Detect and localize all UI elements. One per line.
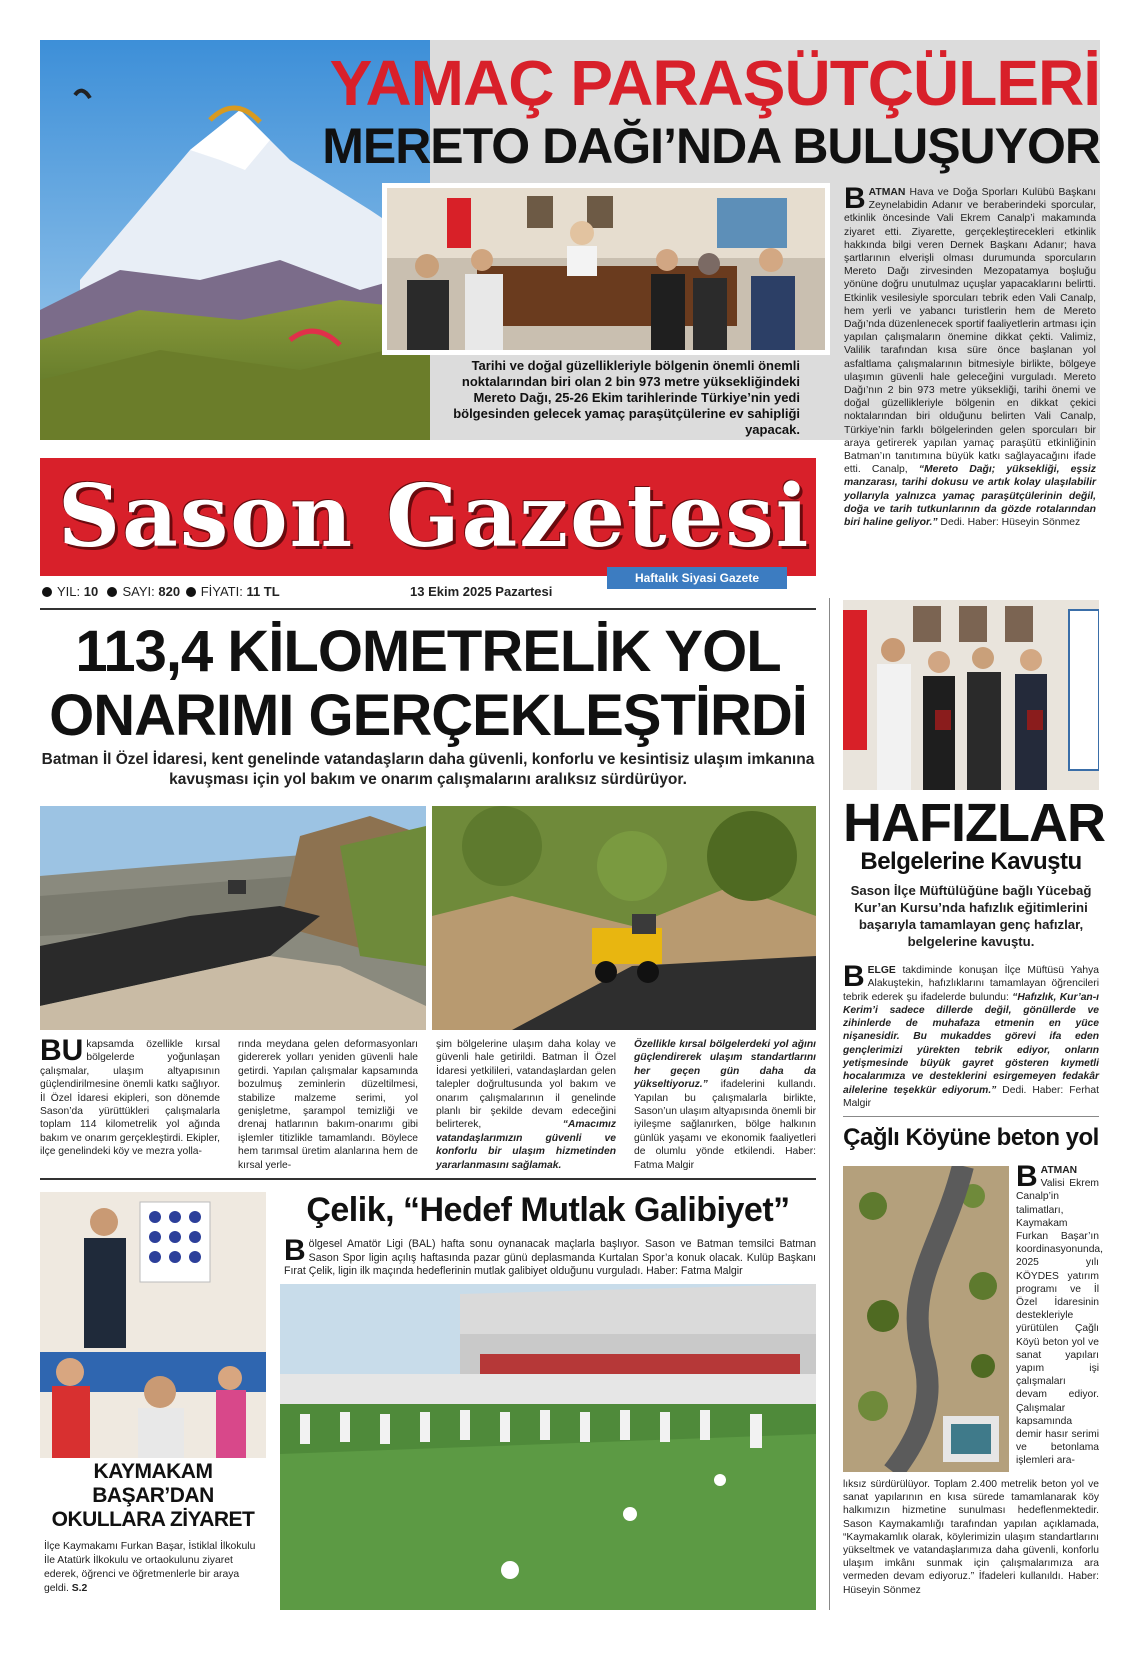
concrete-road-aerial-photo — [843, 1166, 1009, 1472]
body-text: ölgesel Amatör Ligi (BAL) hafta sonu oynanacak maçlarla başlıyor. Sason ve Batman temsilci Batman Sason Spor ligin açılış haftasında pazar günü deplasmanda Kurtalan Spor’a konuk olacak. Kulüp Başkanı Fırat Çelik, ligin ilk maçında hedeflerinin mutlak galibiyet olduğunu vurguladı. Haber: Fatma Malgir — [284, 1238, 816, 1278]
issue-label: SAYI: — [122, 584, 155, 599]
grader-photo — [432, 806, 816, 1030]
kaymakam-headline: KAYMAKAM BAŞAR’DAN OKULLARA ZİYARET — [51, 1460, 255, 1531]
celik-body — [284, 1234, 816, 1279]
tagline-badge: Haftalık Siyasi Gazete — [607, 567, 787, 589]
football-training-photo — [280, 1284, 816, 1610]
divider — [40, 1178, 816, 1180]
top-photo-caption: Tarihi ve doğal güzellikleriyle bölgenin önemli önemli noktalarından biri olan 2 bin 973 metre yüksekliğindeki Mereto Dağı, 25-26 Ekim tarihlerinde Türkiye’nin yedi bölgesinden gelecek yamaç paraşütçülerine ev sahipliği yapacak. — [453, 358, 800, 437]
column-quote: “Amacımız vatandaşlarımızın güvenli ve konforlu bir ulaşım hizmetinden yararlanmasını sağlamak. — [436, 1119, 616, 1171]
main-story-column-3 — [436, 1038, 616, 1172]
bullet-icon — [186, 587, 196, 597]
governor-meeting-photo — [382, 183, 830, 355]
kaymakam-body — [44, 1540, 262, 1596]
issue-value: 820 — [158, 584, 181, 599]
hafiz-subheadline: Belgelerine Kavuştu — [860, 848, 1082, 875]
school-visit-photo — [40, 1192, 266, 1458]
column-text: kapsamda özellikle kırsal bölgelerde yoğunlaşan çalışmalar, ulaşım altyapısının güçlendirilmesine önemli katkı sağlıyor. İl Özel İdaresi ekipleri, son dönemde Sason’da yürüttükleri çalışmalarla toplam 114 kilometrelik yol ağında bakım ve onarım gerçekleştirdi. Ekipler, ilçe genelindeki köy ve mezra yolla- — [40, 1039, 220, 1158]
body-byline: Dedi. Haber: Hüseyin Sönmez — [937, 517, 1081, 529]
cagli-headline: Çağlı Köyüne beton yol — [843, 1124, 1099, 1151]
hafiz-headline: HAFIZLAR — [843, 793, 1105, 853]
lead-word: ATMAN — [868, 187, 906, 198]
main-headline — [40, 620, 816, 748]
bullet-icon — [42, 587, 52, 597]
page-reference: S.2 — [71, 1583, 88, 1594]
celik-headline: Çelik, “Hedef Mutlak Galibiyet” — [306, 1191, 790, 1229]
dropcap: B — [843, 960, 865, 993]
cagli-body-narrow — [1016, 1160, 1104, 1468]
dropcap: B — [284, 1234, 306, 1267]
issue-date: 13 Ekim 2025 Pazartesi — [410, 584, 553, 599]
main-headline-line-2: ONARIMI GERÇEKLEŞTİRDİ — [49, 683, 807, 748]
newspaper-title: Sason Gazetesi — [58, 466, 811, 567]
dropcap: B — [1016, 1160, 1038, 1193]
price-value: 11 TL — [246, 584, 280, 599]
body-text: Hava ve Doğa Sporları Kulübü Başkanı Zeynelabidin Adanır ve beraberindeki sporcular, etkinlik öncesinde Vali Ekrem Canalp’i makamında ziyaret etti. Ziyarette, gerçekleştirecekleri etkinlik hakkında bilgi veren Dernek Başkanı Adanır; hava şartlarının elverişli olması durumunda sporcuların Mereto Dağı zirvesinden Mezopatamya boşluğu yönüne doğru unutulmaz uçuşlar yapacaklarını belirtti. Etkinlik vesilesiyle sporcuları tebrik eden Vali Canalp, hem yerli ve yabancı turistlerin hem de Mereto Dağı’nda düzenlenecek sportif faaliyetlerin artması için yapılan çalışmaların önemine dikkat çekti. Valimiz, Valilik tarafından kısa süre önce başlanan yol asfaltlama çalışmalarının bitmesiyle birlikte, bölgeye ulaşımın güvenli hale geleceğini vurguladı. Mereto Dağı’nın 2 bin 973 metre yüksekliği, tarihi önemi ve doğal güzellikleriyle bölgenin en dikkat çekici noktalarından biri olduğunu belirten Vali Canalp, Türkiye’nin farklı bölgelerinden gelen sporcuları bir araya getirerek yapılan yamaç paraşütü etkinliğinin Batman’ın tanıtımına büyük katkı sağlayacağını ifade etti. Canalp, — [844, 187, 1096, 476]
main-story-column-4 — [634, 1038, 816, 1172]
body-text: takdiminde konuşan İlçe Müftüsü Yahya Alakuştekin, hafızlıklarını tamamlayan öğrencileri tebrik ederek şu ifadelerde bulundu: — [843, 965, 1099, 1003]
main-story-column-1 — [40, 1034, 220, 1159]
road-paving-photo — [40, 806, 426, 1030]
cagli-body-wide: lıksız sürdürülüyor. Toplam 2.400 metrelik beton yol ve sanat yapılarının en kısa sürede tamamlanarak köy halkımızın hizmetine sunulması hedeflenmektedir. Sason Kaymakamlığı tarafından yapılan açıklamada, “Kaymakamlık olarak, köylerimizin ulaşım standartlarını yükseltmek ve vatandaşlarımıza daha güvenli, konforlu ulaşım imkânı sunmak için çalışmalarımıza ara vermeden devam ediyoruz.” İfadeleri kullanıldı. Haber: Hüseyin Sönmez — [843, 1479, 1099, 1596]
column-quote: Özellikle kırsal bölgelerdeki yol ağını güçlendirerek ulaşım standartlarını her geçen gün daha da yükseltiyoruz.” — [634, 1039, 816, 1091]
body-quote: “Hafızlık, Kur’an-ı Kerim’i sadece dillerde değil, gönüllerde ve zihinlerde de muhafaza etmenin en yüce nişanesidir. Bu mukaddes görevi ifa eden gençlerimizi yürekten tebrik ediyor, onların yetişmesinde büyük gayret gösteren kıymetli hocalarımıza ve desteklerini esirgemeyen fedakâr ailelerine teşekkür ediyorum.” — [843, 991, 1100, 1096]
body-byline: Dedi. Haber: Ferhat Malgir — [843, 1084, 1099, 1109]
divider — [843, 1116, 1099, 1117]
column-divider — [829, 598, 830, 1610]
lead-word: ATMAN — [1040, 1165, 1078, 1176]
body-text: İlçe Kaymakamı Furkan Başar, İstiklal İlkokulu İle Atatürk İlkokulu ve ortaokulunu ziyaret ederek, öğrenci ve öğretmenlerle bir araya geldi. — [44, 1541, 256, 1594]
bullet-icon — [107, 587, 117, 597]
body-text: Valisi Ekrem Canalp’in talimatları, Kaymakam Furkan Başar’ın koordinasyonunda, 2025 yılı KÖYDES yatırım programı ve İl Özel İdaresinin destekleriyle yürütülen Çağlı Köyü beton yol ve sanat yapıları yapım işi çalışmaları devam ediyor. Çalışmalar kapsamında demir hasır serimi ve betonlama işlemleri ara- — [1016, 1178, 1104, 1467]
dropcap: BU — [40, 1034, 84, 1067]
main-headline-line-1: 113,4 KİLOMETRELİK YOL — [75, 619, 781, 684]
lead-word: ELGE — [867, 965, 896, 976]
top-story-body — [844, 182, 1097, 529]
main-story-column-2: rında meydana gelen deformasyonları gidererek yolları yeniden güvenli hale getirdi. Yapılan çalışmalar kapsamında bozulmuş zeminlerin düzeltilmesi, stabilize malzeme serimi, yol genişletme, şarampol temizliği ve drenaj hatlarının bakım-onarımı gibi işlemler titizlikle tamamlandı. Böylece hem tarımsal üretim alanlarına hem de kırsal yerle- — [238, 1039, 418, 1171]
top-headline-black: MERETO DAĞI’NDA BULUŞUYOR — [322, 118, 1100, 174]
column-text: ifadelerini kullandı. Yapılan bu çalışmalarla birlikte, Sason’un ulaşım altyapısında önemli bir iyileşme sağlanırken, bölge halkının günlük yaşamı ve ekonomik faaliyetleri de olumlu yönde etkilendi. Haber: Fatma Malgir — [634, 1079, 817, 1171]
year-label: YIL: — [57, 584, 81, 599]
dropcap: B — [844, 182, 866, 215]
issue-info-row — [40, 584, 816, 604]
price-label: FİYATI: — [200, 584, 243, 599]
hafiz-body — [843, 960, 1100, 1110]
body-quote: “Mereto Dağı; yüksekliği, eşsiz manzarası, tarihi dokusu ve artık kolay ulaşılabilir yollarıyla yalnızca yamaç paraşütçülerinin değil, doğa ve tarih tutkunlarının da gözde rotalarından biri haline geliyor.” — [844, 464, 1097, 529]
year-value: 10 — [83, 584, 99, 599]
hafiz-ceremony-photo — [843, 600, 1099, 790]
top-headline-red: YAMAÇ PARAŞÜTÇÜLERİ — [329, 47, 1100, 119]
column-text: şim bölgelerine ulaşım daha kolay ve güvenli hale getirildi. Batman İl Özel İdaresi yetkilileri, vatandaşlardan gelen talepler doğrultusunda yol bakım ve onarım çalışmalarının il genelinde planlı bir şekilde devam edeceğini belirterek, — [436, 1039, 616, 1131]
divider — [40, 608, 816, 610]
hafiz-deck: Sason İlçe Müftülüğüne bağlı Yücebağ Kur’an Kursu’nda hafızlık eğitimlerini başarıyla tamamlayan genç hafızlar, belgelerine kavuştu. — [850, 883, 1092, 949]
main-deck: Batman İl Özel İdaresi, kent genelinde vatandaşların daha güvenli, konforlu ve kesintisiz ulaşım imkanına kavuşması için yol bakım ve onarım çalışmalarını aralıksız sürdürüyor. — [41, 751, 815, 788]
